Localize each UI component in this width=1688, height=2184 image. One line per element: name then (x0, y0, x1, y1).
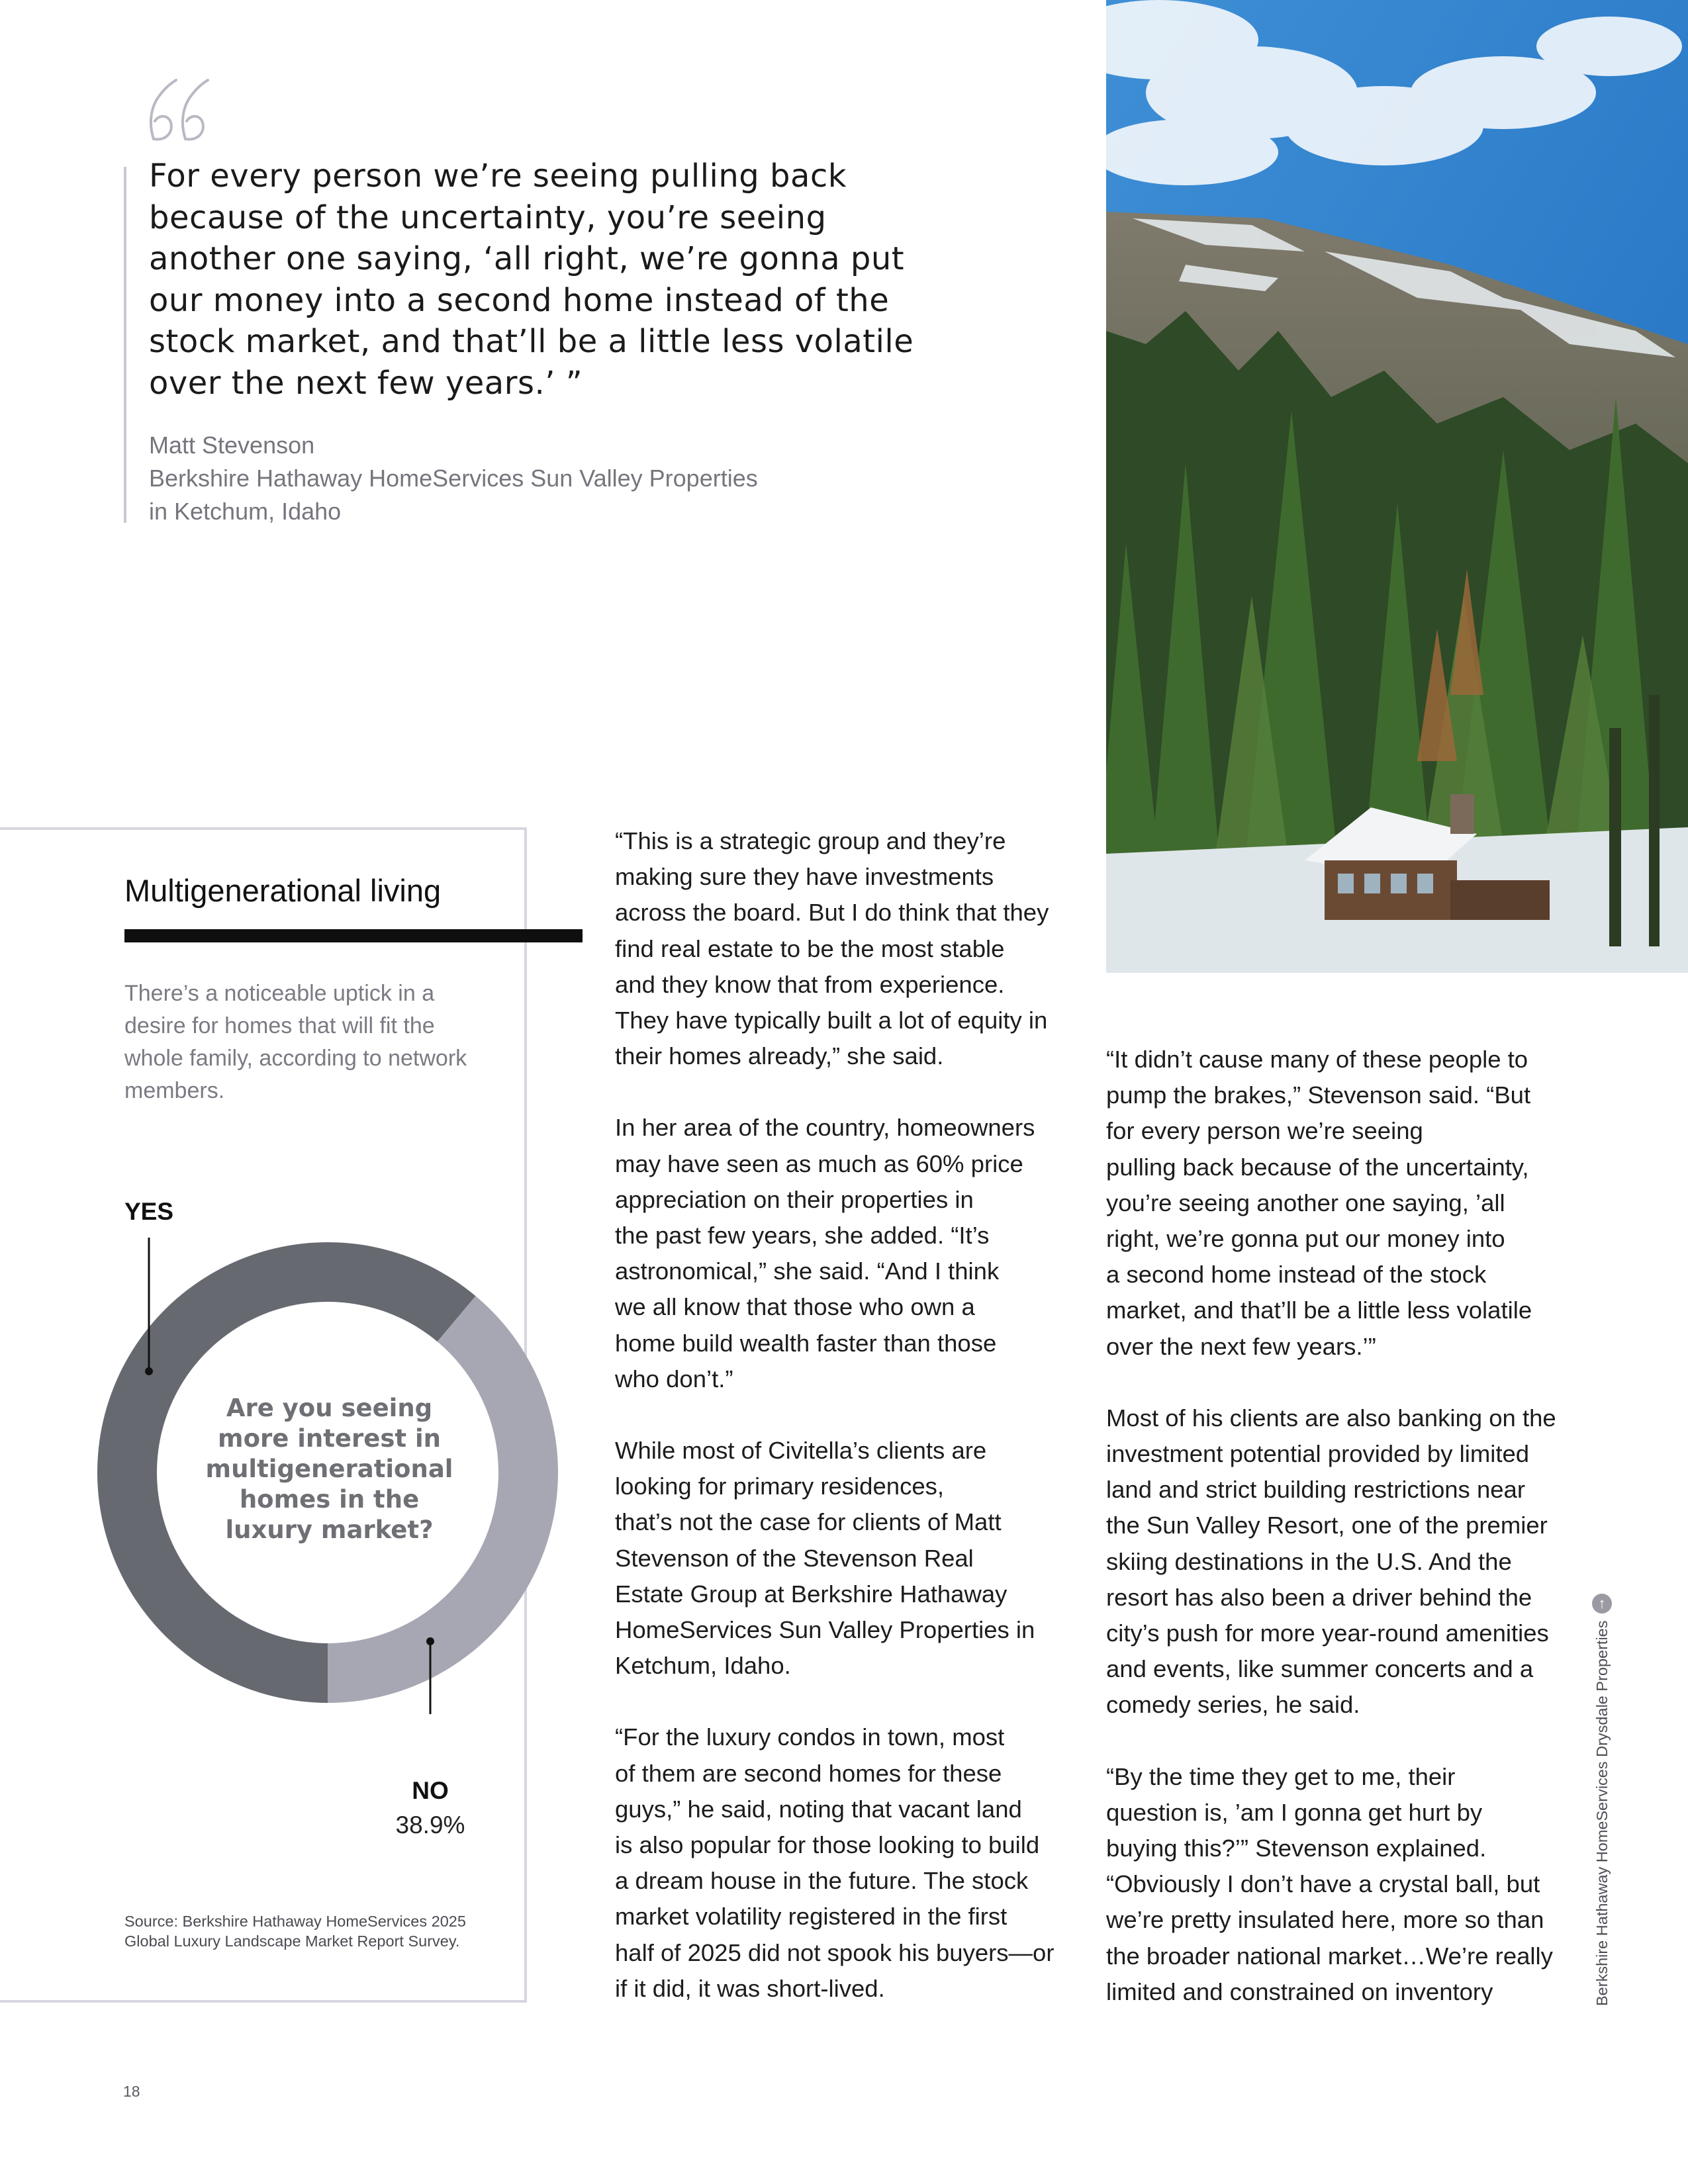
article-line: the Sun Valley Resort, one of the premier (1106, 1512, 1548, 1539)
article-line: guys,” he said, noting that vacant land (615, 1795, 1022, 1823)
article-line: pulling back because of the uncertainty, (1106, 1153, 1529, 1181)
quote-attribution (149, 429, 1009, 528)
article-line: “Obviously I don’t have a crystal ball, but (1106, 1870, 1540, 1898)
article-line: “For the luxury condos in town, most (615, 1723, 1005, 1751)
article-line: “It didn’t cause many of these people to (1106, 1046, 1528, 1073)
article-line: They have typically built a lot of equity in (615, 1007, 1048, 1034)
article-paragraph (1106, 1042, 1570, 1365)
photo-credit-text: Berkshire Hathaway HomeServices Drysdale Properties (1593, 1620, 1611, 2006)
pull-quote-line: because of the uncertainty, you’re seeing (149, 199, 827, 236)
arrow-icon: ↑ (1592, 1594, 1612, 1614)
article-line: that’s not the case for clients of Matt (615, 1508, 1002, 1536)
article-line: Estate Group at Berkshire Hathaway (615, 1580, 1008, 1608)
article-line: the broader national market…We’re really (1106, 1942, 1553, 1970)
no-label: NO (412, 1777, 449, 1804)
no-leader-line-dot (426, 1637, 434, 1645)
article-line: right, we’re gonna put our money into (1106, 1225, 1505, 1253)
article-line: across the board. But I do think that they (615, 899, 1049, 927)
article-line: their homes already,” she said. (615, 1042, 944, 1070)
article-line: home build wealth faster than those (615, 1329, 997, 1357)
article-line: investment potential provided by limited (1106, 1440, 1530, 1468)
article-line: Most of his clients are also banking on the (1106, 1404, 1556, 1432)
article-line: the past few years, she added. “It’s (615, 1222, 990, 1250)
article-line: comedy series, he said. (1106, 1691, 1360, 1719)
article-line: appreciation on their properties in (615, 1185, 974, 1213)
article-line: we all know that those who own a (615, 1293, 975, 1321)
donut-question: Are you seeing more interest in multigenerational homes in the luxury market? (205, 1394, 453, 1544)
article-line: city’s push for more year-round amenities (1106, 1619, 1549, 1647)
yes-leader-line-dot (145, 1367, 153, 1375)
attribution-name: Matt Stevenson (149, 432, 315, 459)
article-line: we’re pretty insulated here, more so than (1106, 1906, 1544, 1934)
pull-quote-line: stock market, and that’ll be a little less volatile (149, 323, 914, 360)
attribution-company: Berkshire Hathaway HomeServices Sun Valley Properties (149, 465, 758, 492)
article-line: limited and constrained on inventory (1106, 1978, 1493, 2005)
article-line: “By the time they get to me, their (1106, 1762, 1456, 1790)
article-paragraph (615, 1110, 1078, 1397)
article-line: buying this?’” Stevenson explained. (1106, 1835, 1487, 1862)
article-line: pump the brakes,” Stevenson said. “But (1106, 1081, 1531, 1109)
quote-rule (124, 167, 126, 523)
article-paragraph (615, 1433, 1078, 1684)
article-line: Ketchum, Idaho. (615, 1652, 791, 1680)
pull-quote-line: For every person we’re seeing pulling back (149, 158, 847, 195)
article-paragraph (1106, 1759, 1570, 2010)
article-column-2 (1106, 1042, 1570, 2046)
source-line: Source: Berkshire Hathaway HomeServices 2025 (124, 1913, 466, 1930)
quotation-mark-icon (147, 76, 213, 149)
sidebar-description: There’s a noticeable uptick in a desire for homes that will fit the whole family, according to network members. (124, 981, 467, 1103)
article-line: may have seen as much as 60% price (615, 1150, 1023, 1177)
article-line: find real estate to be the most stable (615, 934, 1005, 962)
pull-quote (149, 156, 990, 404)
article-line: and they know that from experience. (615, 970, 1005, 998)
article-line: over the next few years.’” (1106, 1332, 1376, 1360)
article-line: a dream house in the future. The stock (615, 1867, 1029, 1895)
page-number: 18 (123, 2083, 140, 2100)
title-underline-bar (124, 929, 583, 942)
article-line: astronomical,” she said. “And I think (615, 1257, 1000, 1285)
article-line: In her area of the country, homeowners (615, 1114, 1035, 1142)
yes-label: YES (124, 1198, 174, 1225)
article-paragraph (1106, 1400, 1570, 1723)
photo-credit (1589, 1543, 1615, 2006)
article-line: and events, like summer concerts and a (1106, 1655, 1534, 1683)
article-line: a second home instead of the stock (1106, 1261, 1487, 1289)
source-line: Global Luxury Landscape Market Report Survey. (124, 1933, 460, 1950)
pull-quote-line: another one saying, ‘all right, we’re gonna put (149, 240, 905, 277)
article-line: of them are second homes for these (615, 1759, 1002, 1787)
article-line: While most of Civitella’s clients are (615, 1437, 987, 1465)
article-paragraph (615, 1719, 1078, 2007)
article-line: land and strict building restrictions near (1106, 1476, 1525, 1504)
sidebar-title: Multigenerational living (124, 873, 442, 908)
mountain-cabin-photo (1106, 0, 1688, 973)
article-line: if it did, it was short-lived. (615, 1974, 885, 2002)
article-line: question is, ’am I gonna get hurt by (1106, 1798, 1483, 1826)
article-line: HomeServices Sun Valley Properties in (615, 1616, 1035, 1644)
article-line: you’re seeing another one saying, ’all (1106, 1189, 1505, 1216)
article-column-1 (615, 823, 1078, 2042)
article-line: half of 2025 did not spook his buyers—or (615, 1938, 1055, 1966)
pull-quote-line: over the next few years.’ ” (149, 364, 583, 402)
article-line: making sure they have investments (615, 863, 994, 891)
article-line: market volatility registered in the first (615, 1903, 1008, 1931)
article-line: who don’t.” (615, 1365, 733, 1392)
article-line: resort has also been a driver behind the (1106, 1583, 1532, 1611)
article-line: market, and that’ll be a little less volatile (1106, 1297, 1532, 1324)
source-note (124, 1911, 522, 1951)
article-line: looking for primary residences, (615, 1473, 945, 1500)
no-value: 38.9% (395, 1811, 465, 1839)
article-line: is also popular for those looking to build (615, 1831, 1040, 1859)
attribution-location: in Ketchum, Idaho (149, 498, 342, 525)
pull-quote-line: our money into a second home instead of the (149, 281, 890, 319)
article-line: “This is a strategic group and they’re (615, 827, 1006, 854)
article-line: Stevenson of the Stevenson Real (615, 1544, 974, 1572)
article-line: for every person we’re seeing (1106, 1117, 1423, 1145)
article-paragraph (615, 823, 1078, 1074)
article-line: skiing destinations in the U.S. And the (1106, 1547, 1512, 1575)
